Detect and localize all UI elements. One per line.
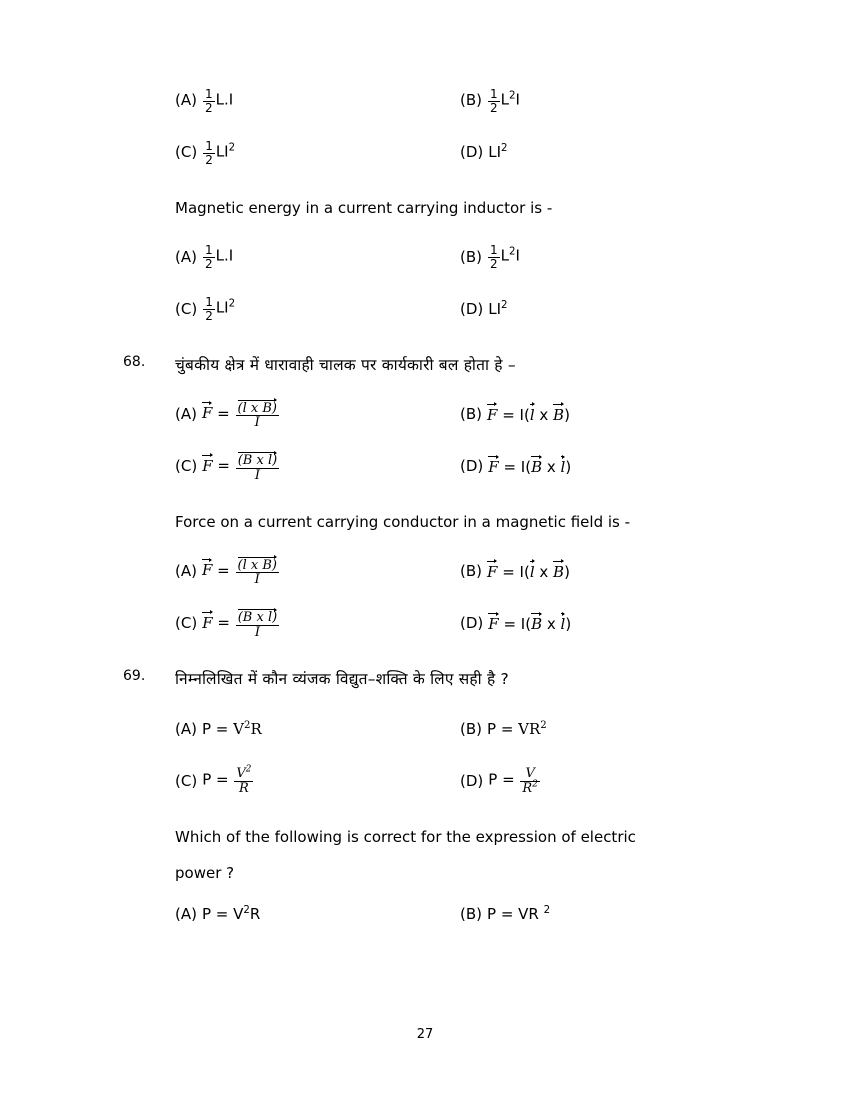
question-text-english-68: Force on a current carrying conductor in a magnetic field is - bbox=[175, 513, 631, 532]
option-c[interactable] bbox=[175, 608, 460, 638]
option-d-expression: F = I( B x l) bbox=[488, 458, 572, 477]
option-d[interactable] bbox=[460, 294, 760, 324]
option-a-expression: F = $\frac{\text{(l x B)}}{I}$ bbox=[201, 400, 277, 431]
option-c-label: (C) bbox=[175, 614, 198, 633]
option-c-expression: $\frac{1}{2}$ $LI^2$ bbox=[205, 138, 236, 167]
option-a[interactable] bbox=[175, 399, 460, 429]
option-d-expression: $LI^2$ bbox=[488, 143, 508, 161]
option-a[interactable] bbox=[175, 714, 460, 744]
option-b[interactable] bbox=[460, 399, 760, 429]
question-number-69: 69. bbox=[123, 668, 146, 685]
question-text-hindi-69: निम्नलिखित में कौन व्यंजक विद्युत–शक्ति के लिए सही है ? bbox=[175, 670, 509, 689]
option-row bbox=[175, 85, 775, 115]
option-b-label: (B) bbox=[460, 91, 482, 109]
option-row bbox=[175, 137, 775, 167]
option-b-label: (B) bbox=[460, 719, 482, 738]
option-a[interactable] bbox=[175, 556, 460, 586]
option-d-label: (D) bbox=[460, 457, 484, 476]
option-c-expression: $\frac{1}{2}$ $LI^2$ bbox=[205, 295, 236, 323]
option-b-expression: $\frac{1}{2}$ $L^2I$ bbox=[490, 86, 520, 115]
question-text-english-69-line1: Which of the following is correct for the expression of electric bbox=[175, 827, 636, 846]
option-b[interactable] bbox=[460, 556, 760, 586]
option-c[interactable] bbox=[175, 451, 460, 481]
option-a-expression: $\frac{1}{2}$ L.I bbox=[204, 86, 234, 115]
option-a-label: (A) bbox=[175, 91, 197, 109]
option-d-label: (D) bbox=[460, 143, 484, 161]
option-b[interactable] bbox=[460, 714, 760, 744]
option-row bbox=[175, 451, 775, 481]
option-d[interactable] bbox=[460, 608, 760, 638]
option-d[interactable] bbox=[460, 137, 760, 167]
option-a-label: (A) bbox=[175, 719, 197, 738]
question-block-inductor-hindi bbox=[75, 85, 775, 167]
option-d[interactable] bbox=[460, 766, 760, 796]
option-b-label: (B) bbox=[460, 247, 482, 266]
option-row bbox=[175, 899, 775, 929]
option-d-expression: F = I( B x l) bbox=[488, 615, 572, 634]
option-c-label: (C) bbox=[175, 457, 198, 476]
option-d-label: (D) bbox=[460, 299, 484, 318]
option-d-expression: $LI^2$ bbox=[488, 299, 508, 318]
option-a-label: (A) bbox=[175, 904, 197, 923]
option-c[interactable] bbox=[175, 766, 460, 796]
option-a-expression: $P = V^2R$ bbox=[201, 904, 261, 923]
option-a[interactable] bbox=[175, 899, 460, 929]
page-number: 27 bbox=[416, 1027, 434, 1042]
option-a-label: (A) bbox=[175, 404, 197, 423]
option-row bbox=[175, 294, 775, 324]
option-row bbox=[175, 556, 775, 586]
option-c[interactable] bbox=[175, 137, 460, 167]
option-row bbox=[175, 714, 775, 744]
option-b[interactable] bbox=[460, 242, 760, 272]
option-a-expression: $P = V^2R$ bbox=[201, 719, 262, 738]
option-d-label: (D) bbox=[460, 771, 484, 790]
option-c-label: (C) bbox=[175, 771, 198, 790]
option-d[interactable] bbox=[460, 451, 760, 481]
option-c-expression: F = $\frac{\text{(B x l)}}{I}$ bbox=[202, 453, 278, 483]
question-block-69 bbox=[75, 668, 775, 928]
option-b-label: (B) bbox=[460, 404, 482, 423]
option-c-label: (C) bbox=[175, 299, 198, 318]
option-row bbox=[175, 766, 775, 796]
option-b-label: (B) bbox=[460, 561, 482, 580]
option-row bbox=[175, 242, 775, 272]
option-b-expression: $\frac{1}{2}$ $L^2I$ bbox=[490, 243, 520, 271]
option-a-label: (A) bbox=[175, 561, 197, 580]
option-d-expression: P = $\frac{V}{R^2}$ bbox=[488, 766, 538, 797]
option-d-label: (D) bbox=[460, 614, 484, 633]
option-b-label: (B) bbox=[460, 904, 482, 923]
question-text-english: Magnetic energy in a current carrying inductor is - bbox=[175, 199, 553, 217]
question-block-inductor-english bbox=[75, 197, 775, 324]
option-b[interactable] bbox=[460, 899, 760, 929]
option-a[interactable] bbox=[175, 242, 460, 272]
option-row bbox=[175, 399, 775, 429]
option-b-expression: F = I( l x B) bbox=[487, 405, 570, 424]
option-b-expression: P = VR $^2$ bbox=[487, 904, 551, 923]
question-block-68 bbox=[75, 354, 775, 639]
question-text-english-69-line2: power ? bbox=[175, 864, 235, 883]
option-row bbox=[175, 608, 775, 638]
option-a-label: (A) bbox=[175, 247, 197, 266]
option-a-expression: $\frac{1}{2}$ L.I bbox=[204, 243, 234, 271]
option-c-expression: F = $\frac{\text{(B x l)}}{I}$ bbox=[202, 610, 278, 640]
option-a[interactable] bbox=[175, 85, 460, 115]
option-b-expression: $P = VR^2$ bbox=[487, 719, 547, 738]
option-c-expression: P = $\frac{V^2}{R}$ bbox=[202, 765, 252, 797]
question-text-hindi-68: चुंबकीय क्षेत्र में धारावाही चालक पर कार्यकारी बल होता हे – bbox=[175, 355, 516, 374]
option-a-expression: F = $\frac{\text{(l x B)}}{I}$ bbox=[201, 557, 277, 588]
option-b[interactable] bbox=[460, 85, 760, 115]
question-number-68: 68. bbox=[123, 353, 146, 370]
option-b-expression: F = I( l x B) bbox=[487, 562, 570, 581]
option-c[interactable] bbox=[175, 294, 460, 324]
option-c-label: (C) bbox=[175, 143, 198, 161]
